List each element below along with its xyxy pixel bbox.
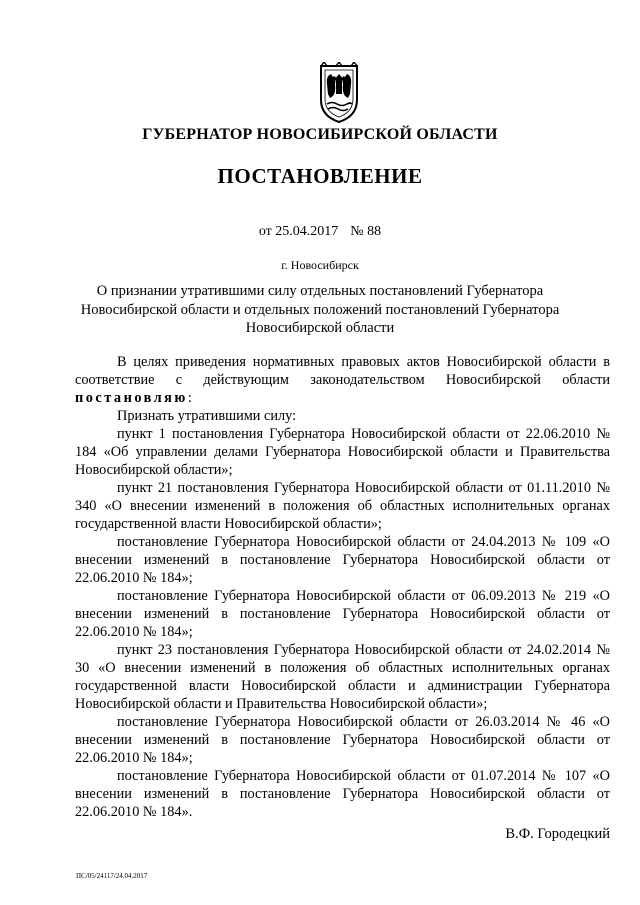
document-type-title: ПОСТАНОВЛЕНИЕ (217, 164, 423, 188)
list-item: пункт 21 постановления Губернатора Новосибирской области от 01.11.2010 № 340 «О внесении изменений в положения об областных исполнительных органах государственной власти Новосибирской области»; (75, 480, 610, 532)
footer-code: ПС/05/24117/24.04.2017 (76, 872, 148, 880)
intro-paragraph (75, 353, 610, 407)
issuer-title: ГУБЕРНАТОР НОВОСИБИРСКОЙ ОБЛАСТИ (142, 126, 498, 143)
subject-title: О признании утратившими силу отдельных постановлений Губернатора Новосибирской области и отдельных положений постановлений Губернатора Новосибирской области (80, 283, 560, 336)
list-item: пункт 23 постановления Губернатора Новосибирской области от 24.02.2014 № 30 «О внесении изменений в положения об областных исполнительных органах государственной власти Новосибирской области и администрации Губернатора Новосибирской области и Правительства Новосибирской области»; (75, 642, 610, 712)
document-date: от 25.04.2017 (258, 224, 339, 239)
list-item: пункт 1 постановления Губернатора Новосибирской области от 22.06.2010 № 184 «Об управлении делами Губернатора Новосибирской области и Правительства Новосибирской области»; (75, 426, 610, 478)
document-body (75, 353, 610, 821)
list-item: постановление Губернатора Новосибирской области от 26.03.2014 № 46 «О внесении изменений в постановление Губернатора Новосибирской области от 22.06.2010 № 184»; (75, 714, 610, 766)
resolve-word: постановляю (75, 390, 188, 406)
coat-of-arms-icon (312, 62, 366, 124)
city-line: г. Новосибирск (281, 258, 359, 272)
list-item: постановление Губернатора Новосибирской области от 01.07.2014 № 107 «О внесении изменений в постановление Губернатора Новосибирской области от 22.06.2010 № 184». (75, 768, 610, 820)
declare-paragraph: Признать утратившими силу: (117, 408, 297, 424)
intro-text: В целях приведения нормативных правовых актов Новосибирской области в соответствие с действующим законодательством Новосибирской области (75, 354, 610, 388)
resolve-colon: : (187, 390, 192, 406)
signature-name: В.Ф. Городецкий (505, 826, 610, 842)
list-item: постановление Губернатора Новосибирской области от 06.09.2013 № 219 «О внесении изменений в постановление Губернатора Новосибирской области от 22.06.2010 № 184»; (75, 588, 610, 640)
date-number-line (0, 224, 640, 240)
document-number: № 88 (350, 224, 382, 239)
list-item: постановление Губернатора Новосибирской области от 24.04.2013 № 109 «О внесении изменений в постановление Губернатора Новосибирской области от 22.06.2010 № 184»; (75, 534, 610, 586)
